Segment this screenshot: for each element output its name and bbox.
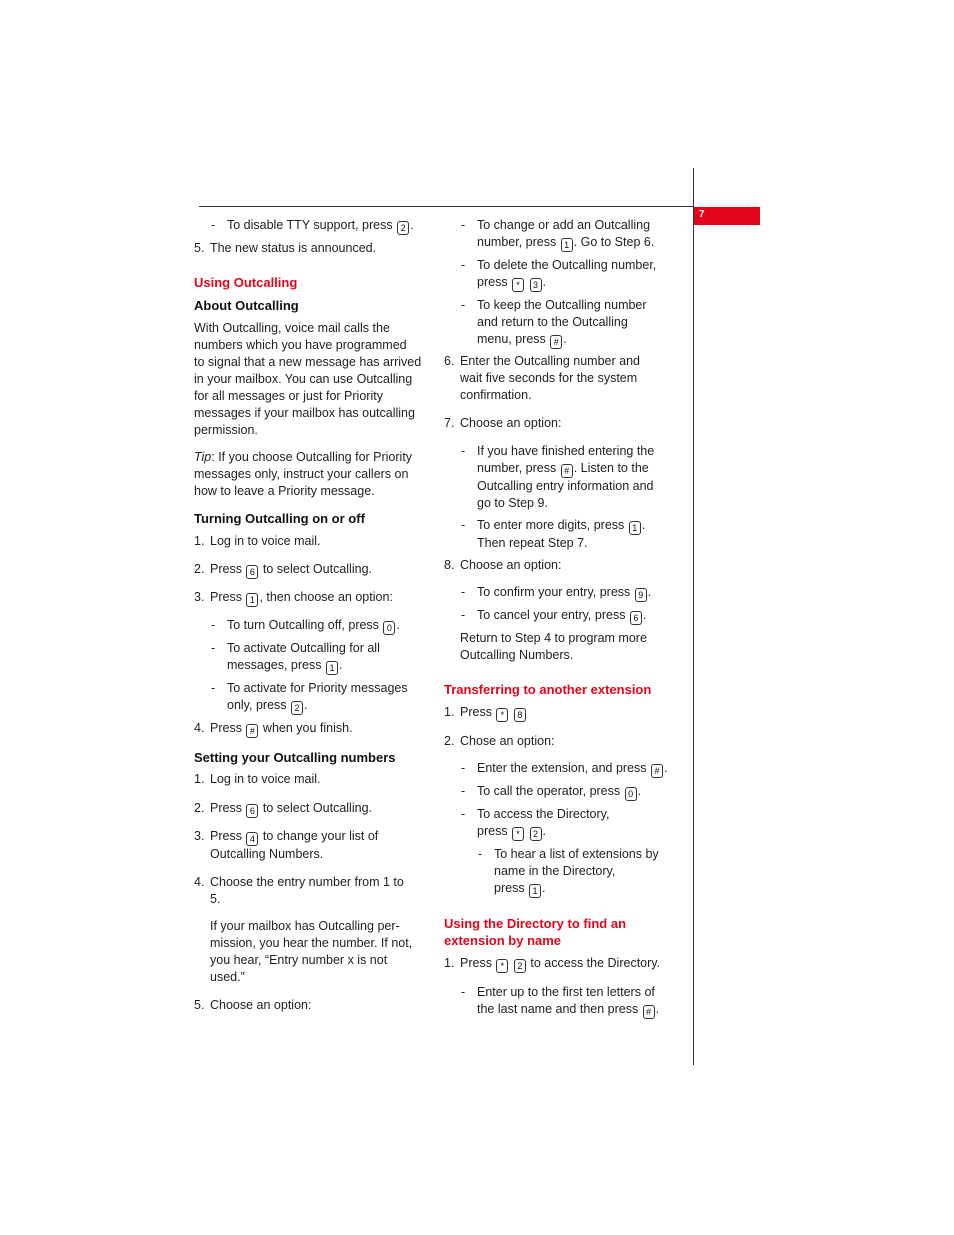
key-1-icon: 1 [529,884,541,898]
option-more-digits: - To enter more digits, press 1 . Then repeat Step 7. [444,517,680,552]
turning-step-4: 4. Press # when you finish. [194,721,353,736]
step-7: 7. Choose an option: [444,416,562,430]
step-6: 6. Enter the Outcalling number and wait five seconds for the system confirmation. [444,354,640,402]
vertical-rule [693,168,694,1065]
key-1-icon: 1 [246,593,258,607]
turning-step-1: 1. Log in to voice mail. [194,534,321,548]
key-hash-icon: # [550,335,562,349]
setting-step-3: 3. Press 4 to change your list of Outcalling Numbers. [194,829,379,861]
key-6-icon: 6 [630,611,642,625]
setting-step-5: 5. Choose an option: [194,998,312,1012]
option-delete-number: - To delete the Outcalling number, press * 3 . [444,257,680,292]
key-6-icon: 6 [246,804,258,818]
key-2-icon: 2 [291,701,303,715]
setting-permission-paragraph: If your mailbox has Outcalling per- mission, you hear the number. If not, you hear, “Entry number x is not used.” [210,919,413,984]
option-access-directory: - To access the Directory, press * 2 . [444,806,680,841]
transfer-step-1: 1. Press * 8 [444,704,680,722]
option-finished-entering: - If you have finished entering the number, press # . Listen to the Outcalling entry information and go to Step 9. [444,443,680,512]
key-2-icon: 2 [514,959,526,973]
option-enter-letters: - Enter up to the first ten letters of the last name and then press # . [444,984,680,1019]
key-star-icon: * [496,959,508,973]
setting-step-1: 1. Log in to voice mail. [194,772,321,786]
setting-step-2: 2. Press 6 to select Outcalling. [194,801,372,816]
option-keep-number: - To keep the Outcalling number and return to the Outcalling menu, press # . [444,297,680,349]
key-1-icon: 1 [629,521,641,535]
section-heading-transferring: Transferring to another extension [444,682,652,697]
turning-option-all: - To activate Outcalling for all messages, press 1 . [194,640,426,675]
section-heading-using-outcalling: Using Outcalling [194,275,298,290]
key-hash-icon: # [651,764,663,778]
key-0-icon: 0 [625,787,637,801]
suboption-hear-list: - To hear a list of extensions by name in the Directory, press 1 . [444,846,680,898]
key-2-icon: 2 [530,827,542,841]
subheading-turning-outcalling: Turning Outcalling on or off [194,511,365,526]
key-2-icon: 2 [397,221,409,235]
key-hash-icon: # [561,464,573,478]
top-rule [199,206,693,207]
key-hash-icon: # [643,1005,655,1019]
turning-step-3: 3. Press 1 , then choose an option: [194,590,393,605]
key-0-icon: 0 [383,621,395,635]
option-confirm-entry: - To confirm your entry, press 9 . [444,584,680,602]
key-3-icon: 3 [530,278,542,292]
page-number: 7 [699,209,705,220]
about-paragraph: With Outcalling, voice mail calls the numbers which you have programmed to signal that a new message has arrived in your mailbox. You can use Outcalling for all messages or just for Priority messages if your mailbox has outcalling permission. [194,321,422,437]
key-1-icon: 1 [326,661,338,675]
section-heading-using-directory: Using the Directory to find an extension by name [444,916,627,948]
option-change-number: - To change or add an Outcalling number, press 1 . Go to Step 6. [444,217,680,252]
right-column [444,217,680,1019]
directory-step-1: 1. Press * 2 to access the Directory. [444,956,661,971]
key-star-icon: * [512,827,524,841]
key-star-icon: * [496,708,508,722]
key-hash-icon: # [246,724,258,738]
left-column [194,217,426,1014]
step-5: 5. The new status is announced. [194,241,377,255]
subheading-about-outcalling: About Outcalling [194,298,299,313]
turning-step-2: 2. Press 6 to select Outcalling. [194,562,372,577]
key-6-icon: 6 [246,565,258,579]
option-enter-extension: - Enter the extension, and press # . [444,760,680,778]
key-9-icon: 9 [635,588,647,602]
tip-paragraph: Tip: If you choose Outcalling for Priority messages only, instruct your callers on how to leave a Priority message. [194,450,413,498]
turning-option-priority: - To activate for Priority messages only, press 2 . [194,680,426,715]
transfer-step-2: 2. Chose an option: [444,734,555,748]
option-cancel-entry: - To cancel your entry, press 6 . [444,607,680,625]
page-number-tab [694,207,760,225]
subheading-setting-numbers: Setting your Outcalling numbers [194,750,396,765]
key-8-icon: 8 [514,708,526,722]
setting-step-4: 4. Choose the entry number from 1 to 5. [194,875,404,906]
tty-option: - To disable TTY support, press 2 . [194,217,426,235]
option-call-operator: - To call the operator, press 0 . [444,783,680,801]
return-paragraph: Return to Step 4 to program more Outcalling Numbers. [460,631,647,662]
step-8: 8. Choose an option: [444,558,562,572]
turning-option-off: - To turn Outcalling off, press 0 . [194,617,426,635]
key-4-icon: 4 [246,832,258,846]
key-star-icon: * [512,278,524,292]
key-1-icon: 1 [561,238,573,252]
tip-label: Tip [194,450,212,464]
